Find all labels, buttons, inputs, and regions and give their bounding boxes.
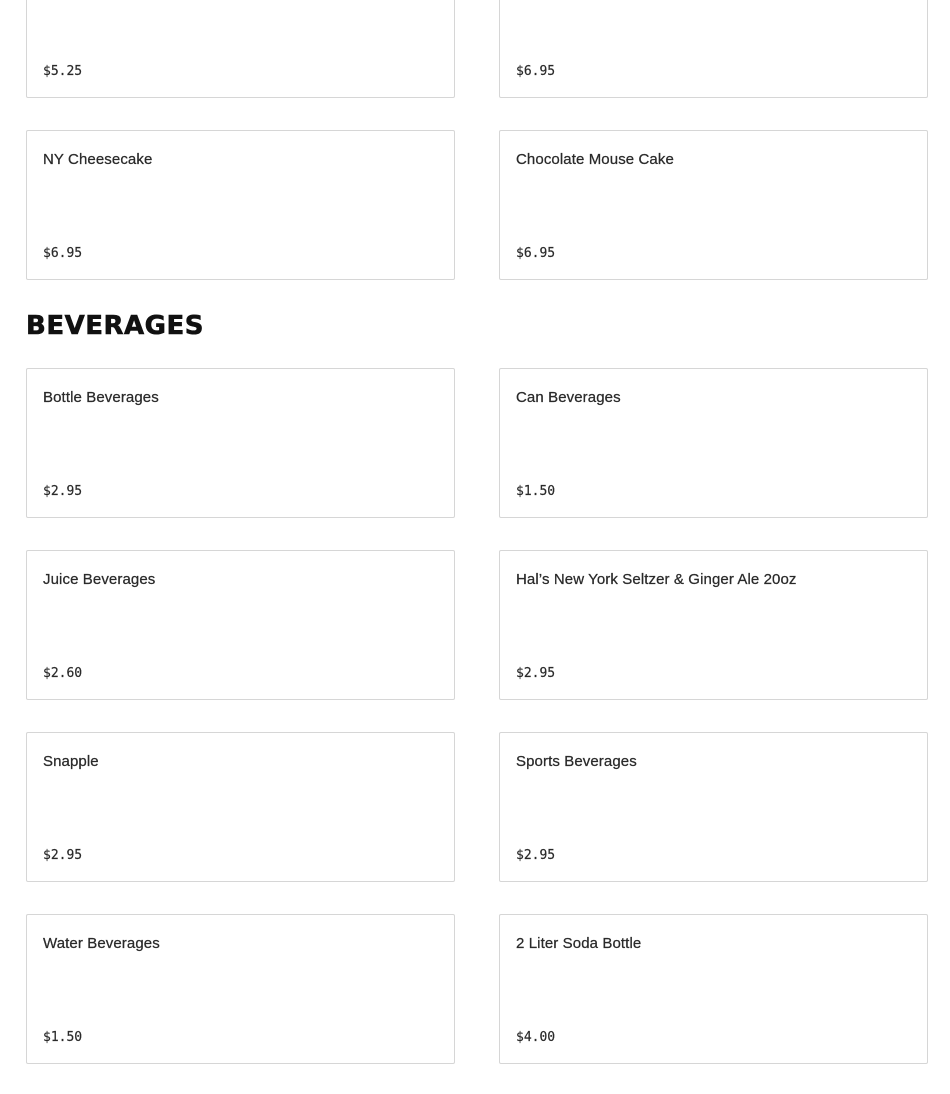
menu-item-name: Bottle Beverages xyxy=(43,389,159,406)
menu-item-price: $2.60 xyxy=(43,666,83,681)
menu-item-card[interactable] xyxy=(499,0,928,98)
menu-item-name: Hal’s New York Seltzer & Ginger Ale 20oz xyxy=(516,571,797,588)
menu-item-card[interactable] xyxy=(499,130,928,280)
menu-item-name: 2 Liter Soda Bottle xyxy=(516,935,642,952)
menu-item-card[interactable] xyxy=(499,368,928,518)
menu-item-price: $1.50 xyxy=(43,1030,83,1045)
menu-item-name: Juice Beverages xyxy=(43,571,156,588)
menu-item-name: Water Beverages xyxy=(43,935,160,952)
menu-item-card[interactable] xyxy=(26,914,455,1064)
menu-item-price: $2.95 xyxy=(516,666,556,681)
menu-item-price: $6.95 xyxy=(43,246,83,261)
menu-item-name: NY Cheesecake xyxy=(43,151,153,168)
menu-item-name: Sports Beverages xyxy=(516,753,637,770)
menu-item-price: $6.95 xyxy=(516,64,556,79)
menu-item-card[interactable] xyxy=(26,0,455,98)
menu-item-price: $5.25 xyxy=(43,64,83,79)
menu-item-card[interactable] xyxy=(26,550,455,700)
menu-item-card[interactable] xyxy=(26,732,455,882)
menu-item-name: Chocolate Mouse Cake xyxy=(516,151,674,168)
menu-item-price: $2.95 xyxy=(43,484,83,499)
section-heading-beverages: BEVERAGES xyxy=(26,311,204,341)
menu-item-price: $4.00 xyxy=(516,1030,556,1045)
menu-item-card[interactable] xyxy=(499,732,928,882)
menu-item-price: $2.95 xyxy=(516,848,556,863)
menu-item-card[interactable] xyxy=(26,130,455,280)
menu-item-card[interactable] xyxy=(26,368,455,518)
menu-item-card[interactable] xyxy=(499,914,928,1064)
menu-item-name: Can Beverages xyxy=(516,389,621,406)
menu-item-card[interactable] xyxy=(499,550,928,700)
menu-item-price: $1.50 xyxy=(516,484,556,499)
menu-item-price: $6.95 xyxy=(516,246,556,261)
menu-item-name: Snapple xyxy=(43,753,99,770)
menu-item-price: $2.95 xyxy=(43,848,83,863)
